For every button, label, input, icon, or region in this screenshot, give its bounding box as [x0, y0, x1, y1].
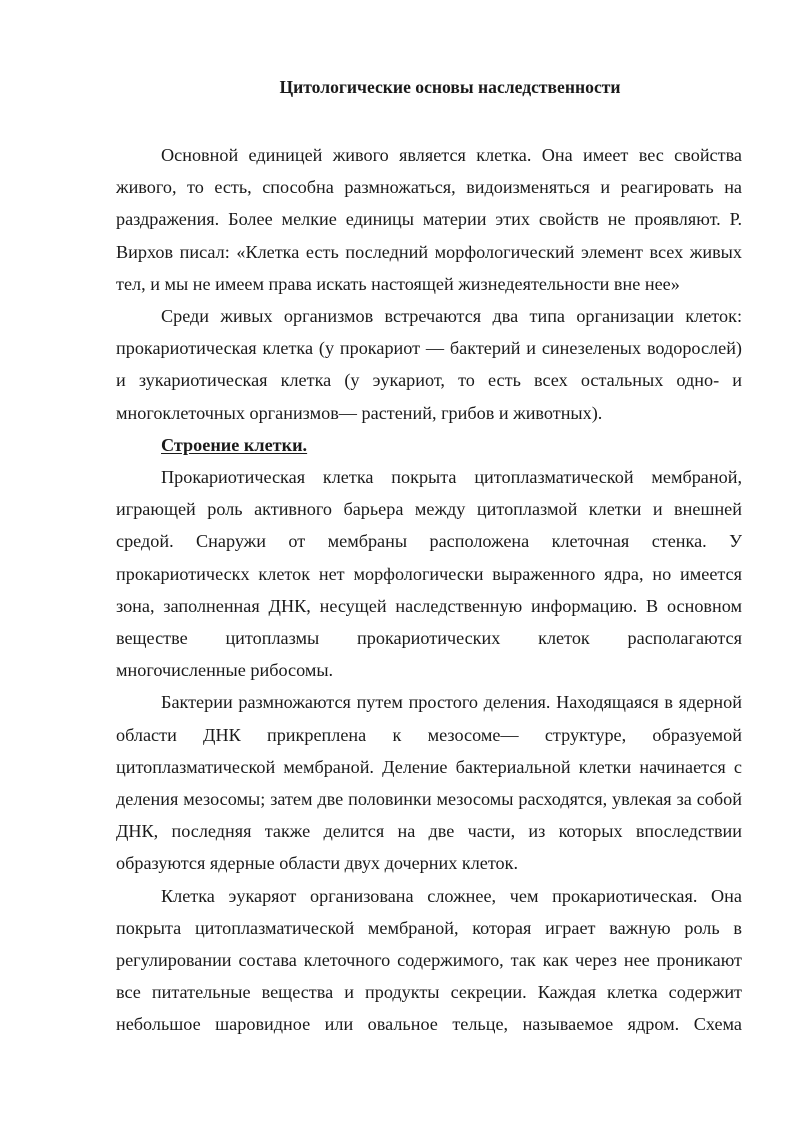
section-heading: Строение клетки. — [161, 434, 308, 455]
paragraph-eukaryote-cell: Клетка эукаряот организована сложнее, чем прокариотическая. Она покрыта цитоплазматической мембраной, которая играет важную роль в регулировании состава клеточного содержимого, так как через нее проникают все питательные вещества и продукты секреции. Каждая клетка содержит небольшое шаровидное или овальное тельце, называемое ядром. Схема — [116, 885, 742, 1035]
paragraph-prokaryote-structure: Прокариотическая клетка покрыта цитоплазматической мембраной, играющей роль активного барьера между цитоплазмой клетки и внешней средой. Снаружи от мембраны расположена клеточная стенка. У прокариотическх клеток нет морфологически выраженного ядра, но имеется зона, заполненная ДНК, несущей наследственную информацию. В основном веществе цитоплазмы прокариотических клеток располагаются многочисленные рибосомы. — [116, 467, 742, 681]
paragraph-cell-types: Среди живых организмов встречаются два типа организации клеток: прокариотическая клетка (у прокариот — бактерий и синезеленых водорослей) и зукариотическая клетка (у эукариот, то есть всех остальных одно- и многоклеточных организмов— растений, грибов и животных). — [116, 306, 742, 423]
document-title: Цитологические основы наследственности — [279, 77, 621, 97]
document-body — [116, 139, 742, 1041]
paragraph-bacteria-division: Бактерии размножаются путем простого деления. Находящаяся в ядерной области ДНК прикреплена к мезосоме— структуре, образуемой цитоплазматической мембраной. Деление бактериальной клетки начинается с деления мезосомы; затем две половинки мезосомы расходятся, увлекая за собой ДНК, последняя также делится на две части, из которых впоследствии образуются ядерные области двух дочерних клеток. — [116, 692, 742, 874]
paragraph-cell-intro: Основной единицей живого является клетка. Она имеет вес свойства живого, то есть, способна размножаться, видоизменяться и реагировать на раздражения. Более мелкие единицы материи этих свойств не проявляют. Р. Вирхов писал: «Клетка есть последний морфологический элемент всех живых тел, и мы не имеем права искать настоящей жизнедеятельности вне нее» — [116, 145, 742, 294]
